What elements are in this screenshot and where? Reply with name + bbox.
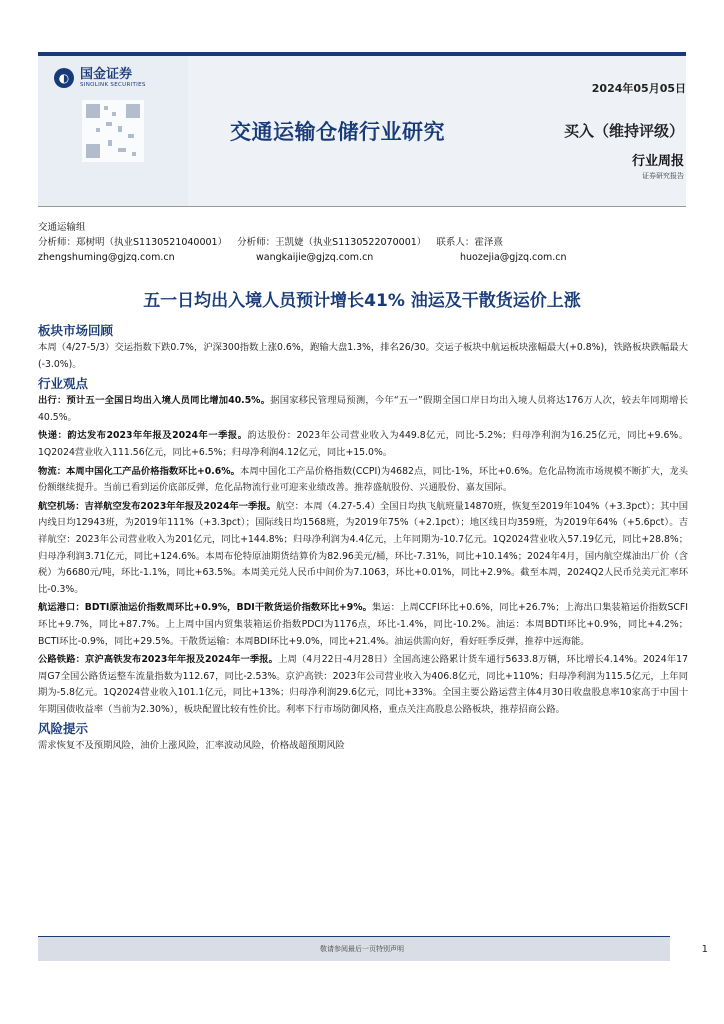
divider	[38, 206, 686, 207]
paragraph-road-rail	[38, 652, 688, 718]
report-date: 2024年05月05日	[591, 82, 686, 95]
paragraph-travel	[38, 393, 688, 426]
market-text: 本周（4/27-5/3）交运指数下跌0.7%，沪深300指数上涨0.6%，跑输大盘1.3%，排名26/30。交运子板块中航运板块涨幅最大(+0.8%)，铁路板块跌幅最大(-3.0%)。	[38, 342, 688, 370]
risk-text: 需求恢复不及预期风险，油价上涨风险，汇率波动风险，价格战超预期风险	[38, 740, 345, 752]
paragraph-lead: 物流：本周中国化工产品价格指数环比+0.6%。	[38, 465, 240, 477]
logo-name: 国金证券	[80, 67, 133, 82]
report-subtype: 证券研究报告	[642, 172, 684, 180]
analyst-2: 分析师：王凯婕（执业S1130522070001）	[237, 237, 427, 248]
paragraph-lead: 公路铁路：京沪高铁发布2023年年报及2024年一季报。	[38, 654, 279, 666]
footer-disclaimer[interactable]: 敬请参阅最后一页特别声明	[320, 945, 404, 953]
analyst-1: 分析师：郑树明（执业S1130521040001）	[38, 237, 228, 248]
analyst-names	[38, 235, 686, 250]
logo-mark-icon: ◐	[54, 68, 74, 88]
paragraph-body: 集运：上周CCFI环比+0.6%，同比+26.7%；上海出口集装箱运价指数SCFI环比+9.7%，同比+87.7%。上上周中国内贸集装箱运价指数PDCI为1176点，环比-1.4%，同比-10.2%。油运：本周BDTI环比+0.9%，同比+4.2%；BCTI环比-0.9%，同比+29.5%。干散货运输：本周BDI环比+9.0%，同比+21.4%。油运供需向好，看好旺季反弹，推荐中远海能。	[38, 602, 688, 647]
paragraph-body: 韵达股份：2023年公司营业收入为449.8亿元，同比-5.2%；归母净利润为16.25亿元，同比+9.6%。1Q2024营业收入111.56亿元，同比+6.5%；归母净利润4.12亿元，同比+15.0%。	[38, 430, 688, 458]
analyst-group: 交通运输组	[38, 222, 86, 233]
page-number: 1	[701, 944, 708, 955]
paragraph-lead: 航空机场：吉祥航空发布2023年年报及2024年一季报。	[38, 500, 276, 512]
report-title: 交通运输仓储行业研究	[230, 120, 445, 144]
paragraph-body: 上周（4月22日-4月28日）全国高速公路累计货车通行5633.8万辆，环比增长4.14%。2024年17周G7全国公路货运整车流量指数为112.67，同比-2.53%。京沪高铁：2023年公司营业收入为406.8亿元，同比+110%；归母净利润为115.5亿元，上年同期为-5.8亿元。1Q2024营业收入101.1亿元，同比+13%；归母净利润29.6亿元，同比+33%。全国主要公路运营主体4月30日收盘股息率10家高于中国十年期国债收益率（当前为2.30%），板块配置比较有性价比。利率下行市场防御风格，重点关注高股息公路板块，推荐招商公路。	[38, 654, 688, 715]
brand-logo	[54, 68, 146, 88]
analyst-block	[38, 220, 686, 265]
email-2[interactable]: wangkaijie@gjzq.com.cn	[256, 252, 374, 263]
email-3[interactable]: huozejia@gjzq.com.cn	[460, 252, 567, 263]
paragraph-lead: 快递：韵达发布2023年年报及2024年一季报。	[38, 430, 248, 442]
paragraph-logistics	[38, 464, 688, 497]
paragraph-express	[38, 428, 688, 461]
headline: 五一日均出入境人员预计增长41% 油运及干散货运价上涨	[143, 291, 581, 311]
paragraph-shipping	[38, 600, 688, 650]
report-type: 行业周报	[631, 154, 684, 169]
paragraph-lead: 航运港口：BDTI原油运价指数周环比+0.9%，BDI干散货运价指数环比+9%。	[38, 602, 372, 614]
section-title-market: 板块市场回顾	[38, 323, 114, 338]
section-title-risk: 风险提示	[38, 721, 89, 737]
rating-label: 买入（维持评级）	[563, 122, 684, 140]
paragraph-aviation	[38, 499, 688, 599]
section-title-views: 行业观点	[38, 376, 89, 392]
logo-subtitle: SINOLINK SECURITIES	[80, 82, 146, 88]
paragraph-body: 据国家移民管理局预测，今年“五一”假期全国口岸日均出入境人员将达176万人次，较去年同期增长40.5%。	[38, 395, 688, 423]
email-1[interactable]: zhengshuming@gjzq.com.cn	[38, 252, 175, 263]
paragraph-body: 本周中国化工产品价格指数(CCPI)为4682点，同比-1%，环比+0.6%。危化品物流市场规模不断扩大，龙头份额继续提升。当前已看到运价底部反弹，危化品物流行业可迎来业绩改善。推荐盛航股份、兴通股份、嘉友国际。	[38, 465, 688, 494]
paragraph-lead: 出行：预计五一全国日均出入境人员同比增加40.5%。	[38, 395, 271, 407]
analyst-emails	[38, 250, 686, 265]
paragraph-body: 航空：本周（4.27-5.4）全国日均执飞航班量14870班，恢复至2019年104%（+3.3pct）；其中国内线日均12943班，为2019年111%（+3.3pct）；国际线日均1568班，为2019年75%（+2.1pct）；地区线日均359班，为2019年64%（+5.6pct）。吉祥航空：2023年公司营业收入为201亿元，同比+144.8%；归母净利润为4.4亿元，上年同期为-10.7亿元。1Q2024营业收入57.19亿元，同比+28.8%；归母净利润3.71亿元，同比+124.6%。本周布伦特原油期货结算价为82.96美元/桶，环比-7.31%，同比+10.14%；2024年4月，国内航空煤油出厂价（含税）为6680元/吨，环比-1.1%，同比+63.5%。本周美元兑人民币中间价为7.1063，环比+0.01%，同比+2.9%。截至本周，2024Q2人民币兑美元汇率环比-0.3%。	[38, 500, 688, 595]
contact-person: 联系人：霍泽熹	[436, 237, 503, 248]
main-content	[38, 322, 688, 757]
